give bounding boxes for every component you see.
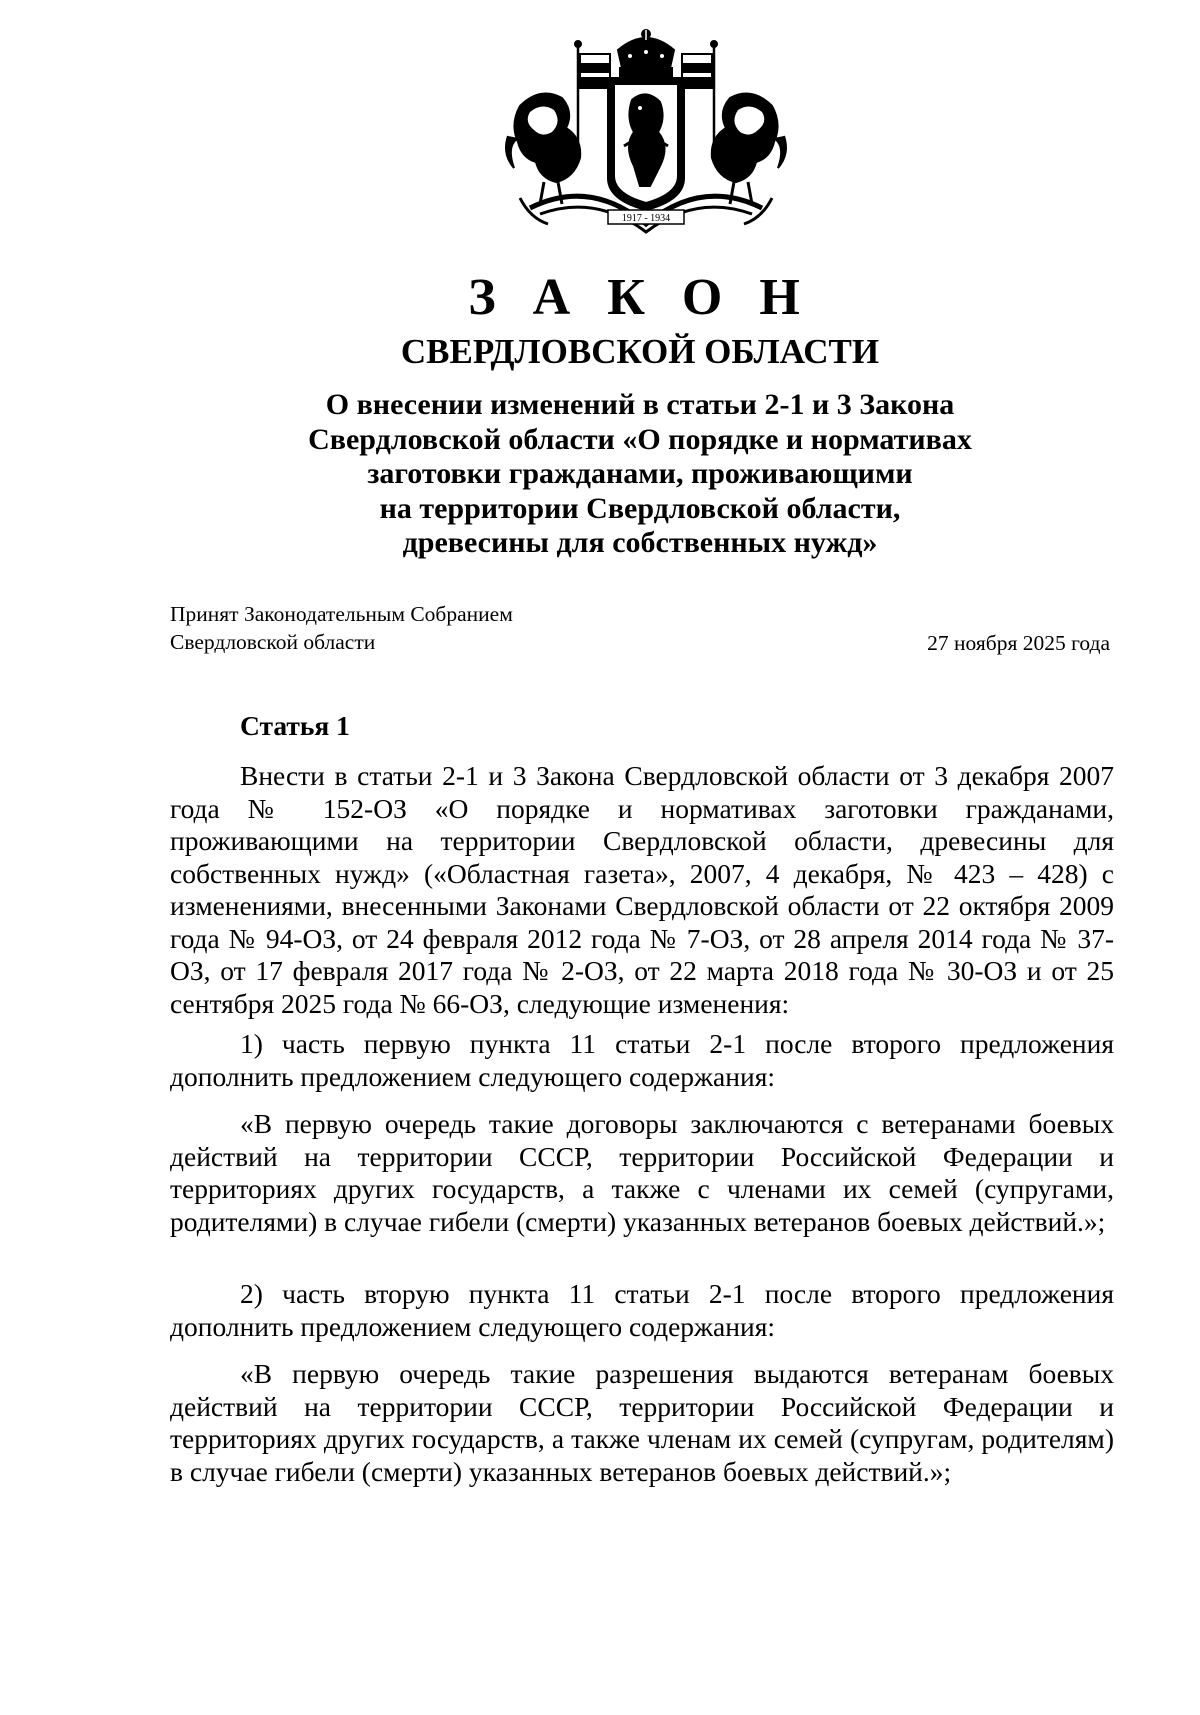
amendment-item-2: 2) часть вторую пункта 11 статьи 2-1 после второго предложения дополнить предложением следующего содержания: bbox=[170, 1278, 1114, 1342]
article-heading: Статья 1 bbox=[240, 710, 350, 741]
law-subject-line: на территории Свердловской области, bbox=[379, 491, 901, 525]
amendment-quote-1: «В первую очередь такие договоры заключаются с ветеранами боевых действий на территории СССР, территории Российской Федерации и территориях других государств, а также с членами их семей (супругами, родителями) в случае гибели (смерти) указанных ветеранов боевых действий.»; bbox=[170, 1108, 1114, 1237]
adoption-statement bbox=[170, 601, 513, 656]
law-title: З А К О Н bbox=[468, 269, 812, 326]
adoption-date: 27 ноября 2025 года bbox=[927, 631, 1110, 655]
adoption-line: Свердловской области bbox=[170, 629, 376, 654]
law-subject-line: О внесении изменений в статьи 2-1 и 3 Закона bbox=[325, 388, 955, 421]
amendment-quote-2: «В первую очередь такие разрешения выдаются ветеранам боевых действий на территории СССР, территории Российской Федерации и территориях других государств, а также членам их семей (супругам, родителям) в случае гибели (смерти) указанных ветеранов боевых действий.»; bbox=[170, 1358, 1114, 1487]
amendment-item-1: 1) часть первую пункта 11 статьи 2-1 после второго предложения дополнить предложением следующего содержания: bbox=[170, 1028, 1114, 1092]
law-subject bbox=[200, 388, 1080, 561]
article-intro-paragraph: Внести в статьи 2-1 и 3 Закона Свердловской области от 3 декабря 2007 года № 152-ОЗ «О порядке и нормативах заготовки гражданами, проживающими на территории Свердловской области, древесины для собственных нужд» («Областная газета», 2007, 4 декабря, № 423 – 428) с изменениями, внесенными Законами Свердловской области от 22 октября 2009 года № 94-ОЗ, от 24 февраля 2012 года № 7-ОЗ, от 28 апреля 2014 года № 37-ОЗ, от 17 февраля 2017 года № 2-ОЗ, от 22 марта 2018 года № 30-ОЗ и от 25 сентября 2025 года № 66-ОЗ, следующие изменения: bbox=[170, 760, 1114, 1019]
emblem-ribbon-text: 1917 - 1934 bbox=[621, 213, 671, 224]
law-subject-line: древесины для собственных нужд» bbox=[402, 526, 878, 559]
adoption-line: Принят Законодательным Собранием bbox=[170, 602, 513, 626]
coat-of-arms-icon bbox=[500, 28, 792, 236]
law-subject-line: Свердловской области «О порядке и нормативах bbox=[308, 422, 972, 456]
crown-icon bbox=[618, 30, 674, 76]
law-subject-line: заготовки гражданами, проживающими bbox=[367, 457, 913, 490]
law-region: СВЕРДЛОВСКОЙ ОБЛАСТИ bbox=[400, 332, 880, 371]
